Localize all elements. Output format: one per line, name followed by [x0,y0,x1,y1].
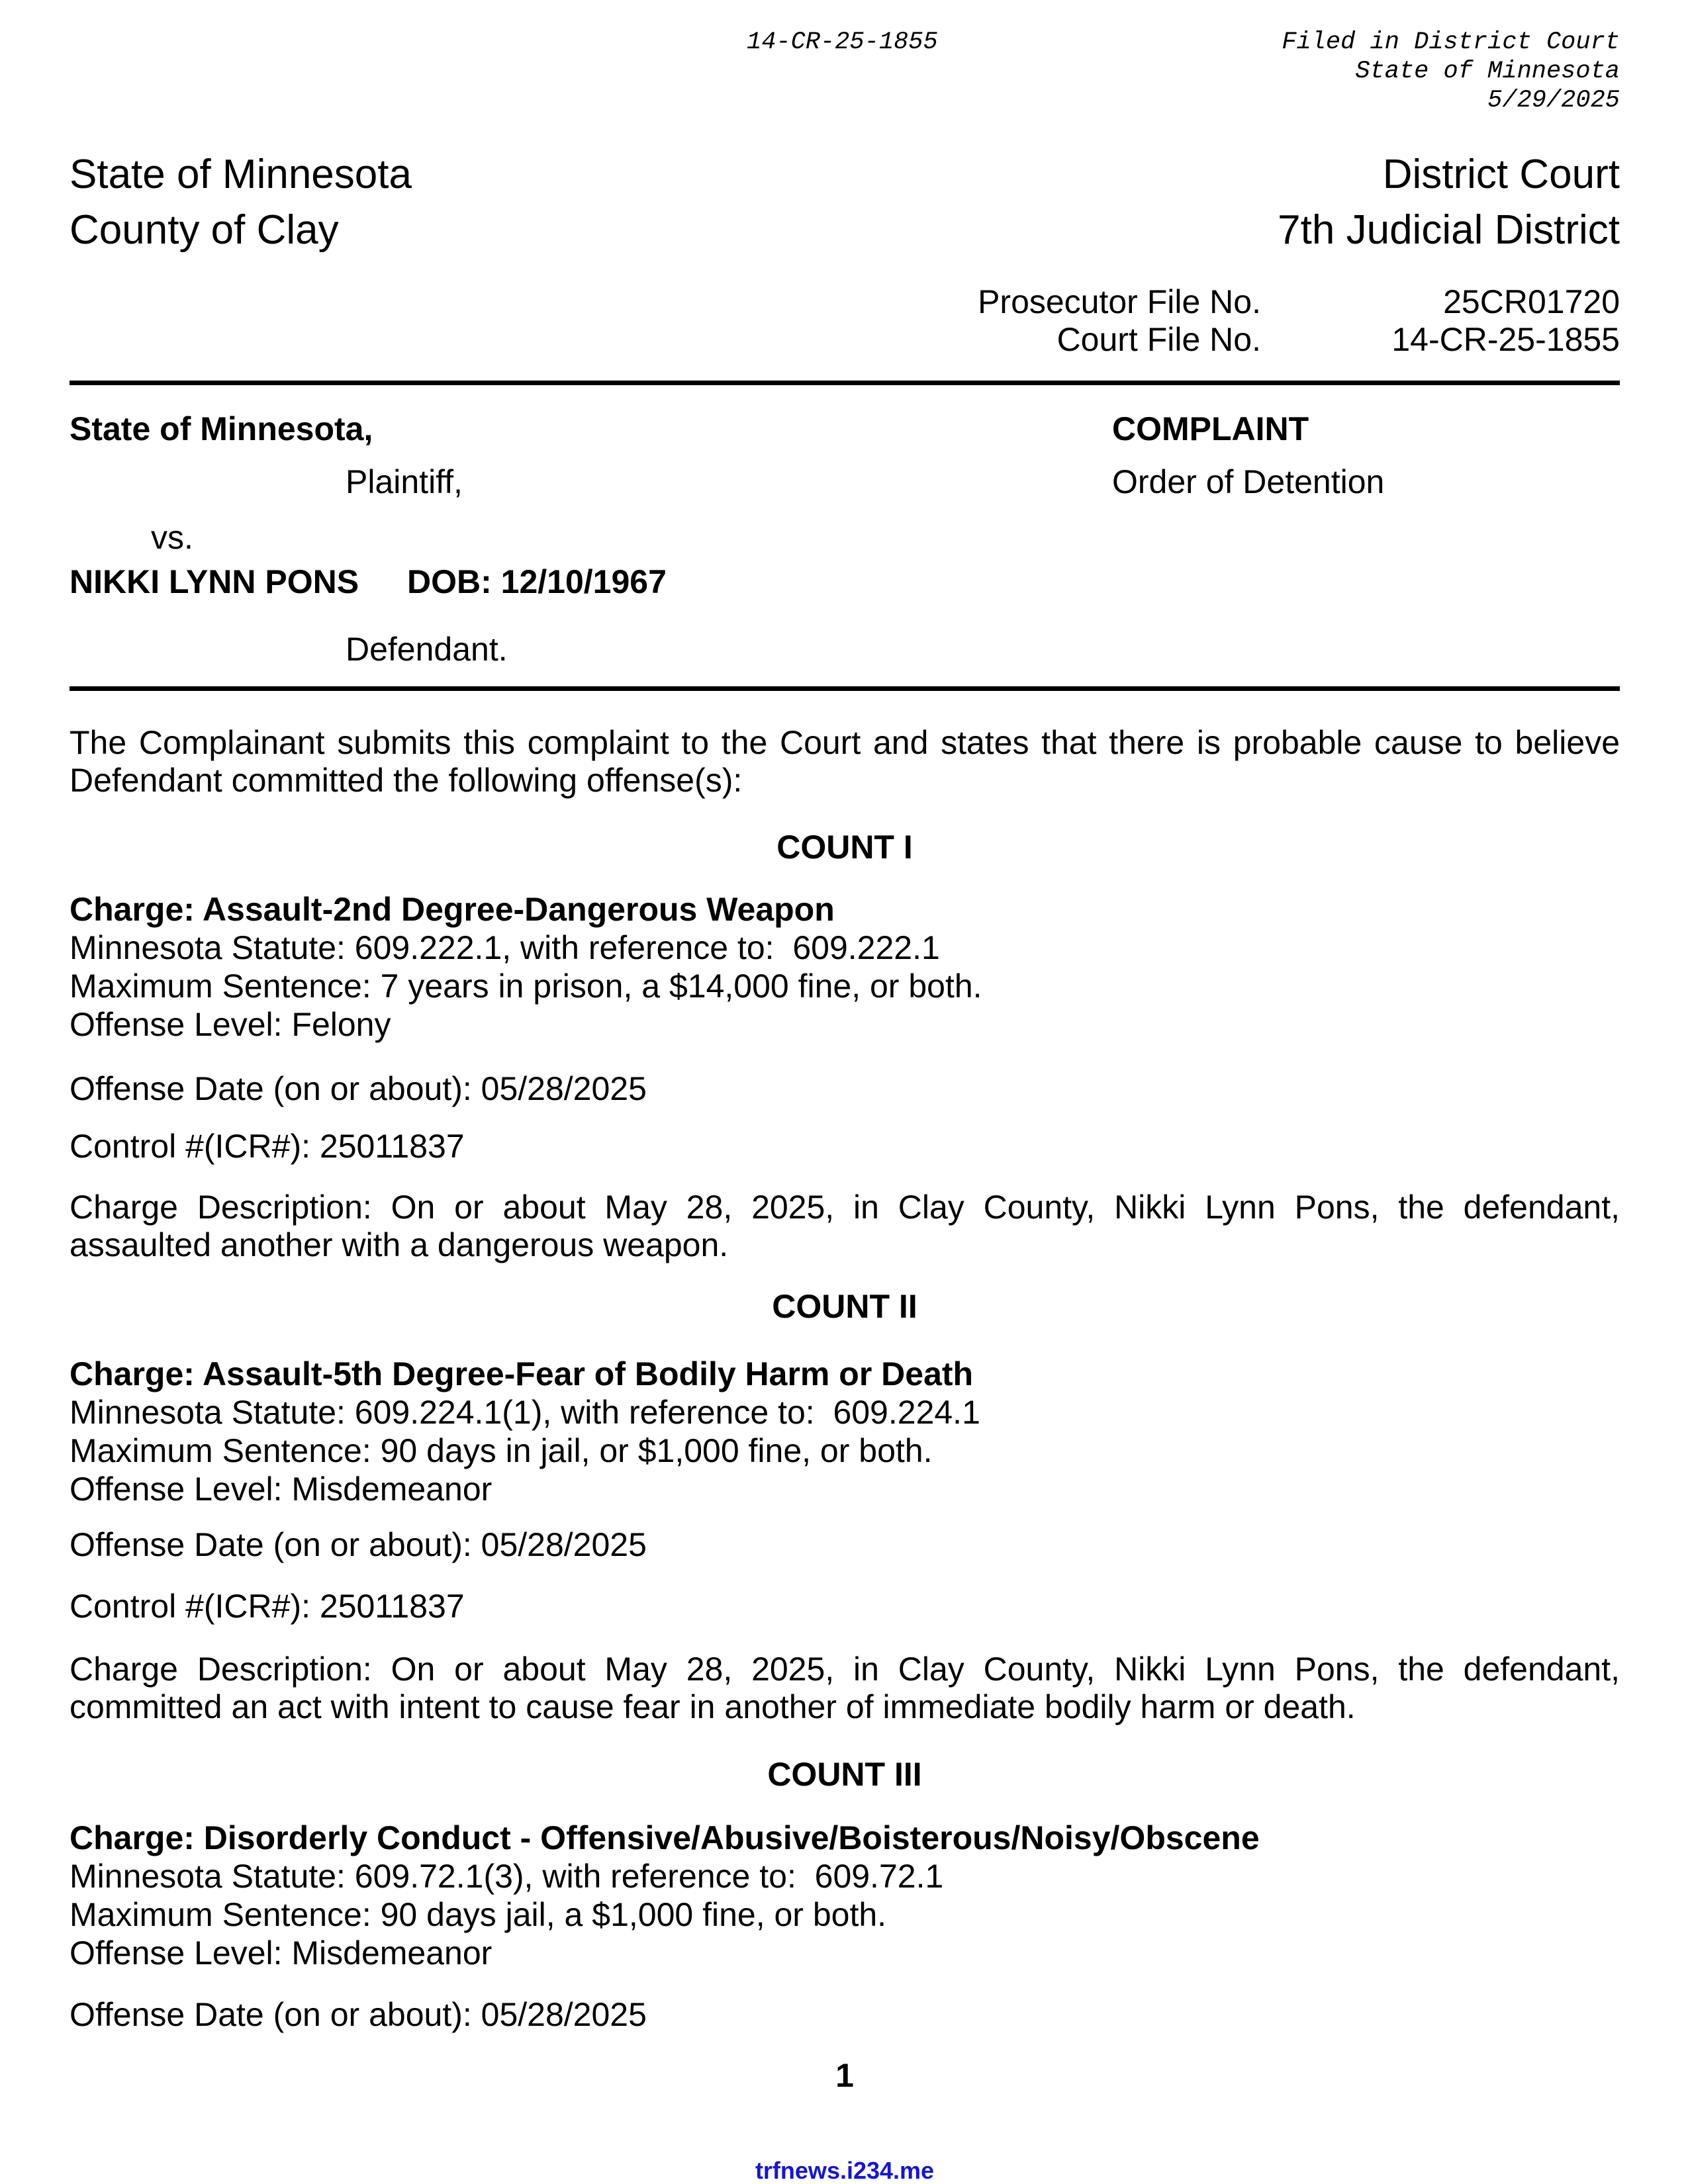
footer-link-row [70,2158,1620,2184]
count-1-description: Charge Description: On or about May 28, 2025, in Clay County, Nikki Lynn Pons, the defendant, assaulted another with a dangerous weapon. [70,1189,1620,1263]
count-2-offense-date: Offense Date (on or about): 05/28/2025 [70,1526,647,1563]
filed-stamp [1024,28,1620,115]
judicial-district: 7th Judicial District [1278,207,1620,253]
court-file-value: 14-CR-25-1855 [1391,321,1620,358]
court-block [825,147,1620,258]
prosecutor-file-value: 25CR01720 [1443,283,1620,320]
complaint-title: COMPLAINT [1112,410,1309,447]
count-2-heading: COUNT II [772,1288,917,1325]
count-2-max-sentence: Maximum Sentence: 90 days in jail, or $1,000 fine, or both. [70,1432,933,1469]
count-1-statute: Minnesota Statute: 609.222.1, with reference to: 609.222.1 [70,929,940,966]
filed-stamp-line-2: State of Minnesota [1355,58,1620,85]
count-3-offense-level: Offense Level: Misdemeanor [70,1934,492,1972]
page-number: 1 [835,2057,854,2094]
footer-source-link[interactable]: trfnews.i234.me [755,2157,935,2184]
count-2-charge: Charge: Assault-5th Degree-Fear of Bodily Harm or Death [70,1355,974,1392]
horizontal-rule-top [70,381,1620,385]
court-name: District Court [1382,152,1620,197]
intro-paragraph: The Complainant submits this complaint to the Court and states that there is probable cause to believe Defendant committed the following offense(s): [70,724,1620,799]
count-3-max-sentence: Maximum Sentence: 90 days jail, a $1,000 fine, or both. [70,1896,887,1933]
filed-stamp-line-3: 5/29/2025 [1487,87,1620,114]
prosecutor-file-label: Prosecutor File No. [978,283,1261,320]
count-2-control-number: Control #(ICR#): 25011837 [70,1588,465,1625]
count-1-offense-level: Offense Level: Felony [70,1006,391,1043]
horizontal-rule-bottom [70,686,1620,691]
count-3-heading: COUNT III [767,1756,922,1793]
count-1-max-sentence: Maximum Sentence: 7 years in prison, a $14,000 fine, or both. [70,968,982,1005]
jurisdiction-county: County of Clay [70,207,339,253]
count-3-offense-date: Offense Date (on or about): 05/28/2025 [70,1996,647,2033]
header-case-number: 14-CR-25-1855 [747,28,938,56]
defendant-name: NIKKI LYNN PONS [70,563,359,600]
plaintiff-name: State of Minnesota, [70,410,373,447]
vs-label: vs. [151,519,193,556]
count-3-charge: Charge: Disorderly Conduct - Offensive/Abusive/Boisterous/Noisy/Obscene [70,1819,1260,1856]
plaintiff-role: Plaintiff, [346,463,463,500]
filed-stamp-line-1: Filed in District Court [1282,28,1620,56]
count-3-statute: Minnesota Statute: 609.72.1(3), with reference to: 609.72.1 [70,1858,944,1895]
jurisdiction-state: State of Minnesota [70,152,412,197]
jurisdiction-block [70,147,412,258]
defendant-dob: DOB: 12/10/1967 [407,563,667,600]
count-2-statute: Minnesota Statute: 609.224.1(1), with reference to: 609.224.1 [70,1394,980,1431]
count-2-description: Charge Description: On or about May 28, 2025, in Clay County, Nikki Lynn Pons, the defendant, committed an act with intent to cause fear in another of immediate bodily harm or death. [70,1651,1620,1725]
count-1-heading: COUNT I [776,829,913,866]
court-file-label: Court File No. [1056,321,1261,358]
defendant-role: Defendant. [346,631,508,668]
count-1-charge: Charge: Assault-2nd Degree-Dangerous Weapon [70,891,835,928]
count-1-offense-date: Offense Date (on or about): 05/28/2025 [70,1070,647,1107]
complaint-subtitle: Order of Detention [1112,463,1385,500]
count-2-offense-level: Offense Level: Misdemeanor [70,1471,492,1508]
count-1-control-number: Control #(ICR#): 25011837 [70,1128,465,1165]
